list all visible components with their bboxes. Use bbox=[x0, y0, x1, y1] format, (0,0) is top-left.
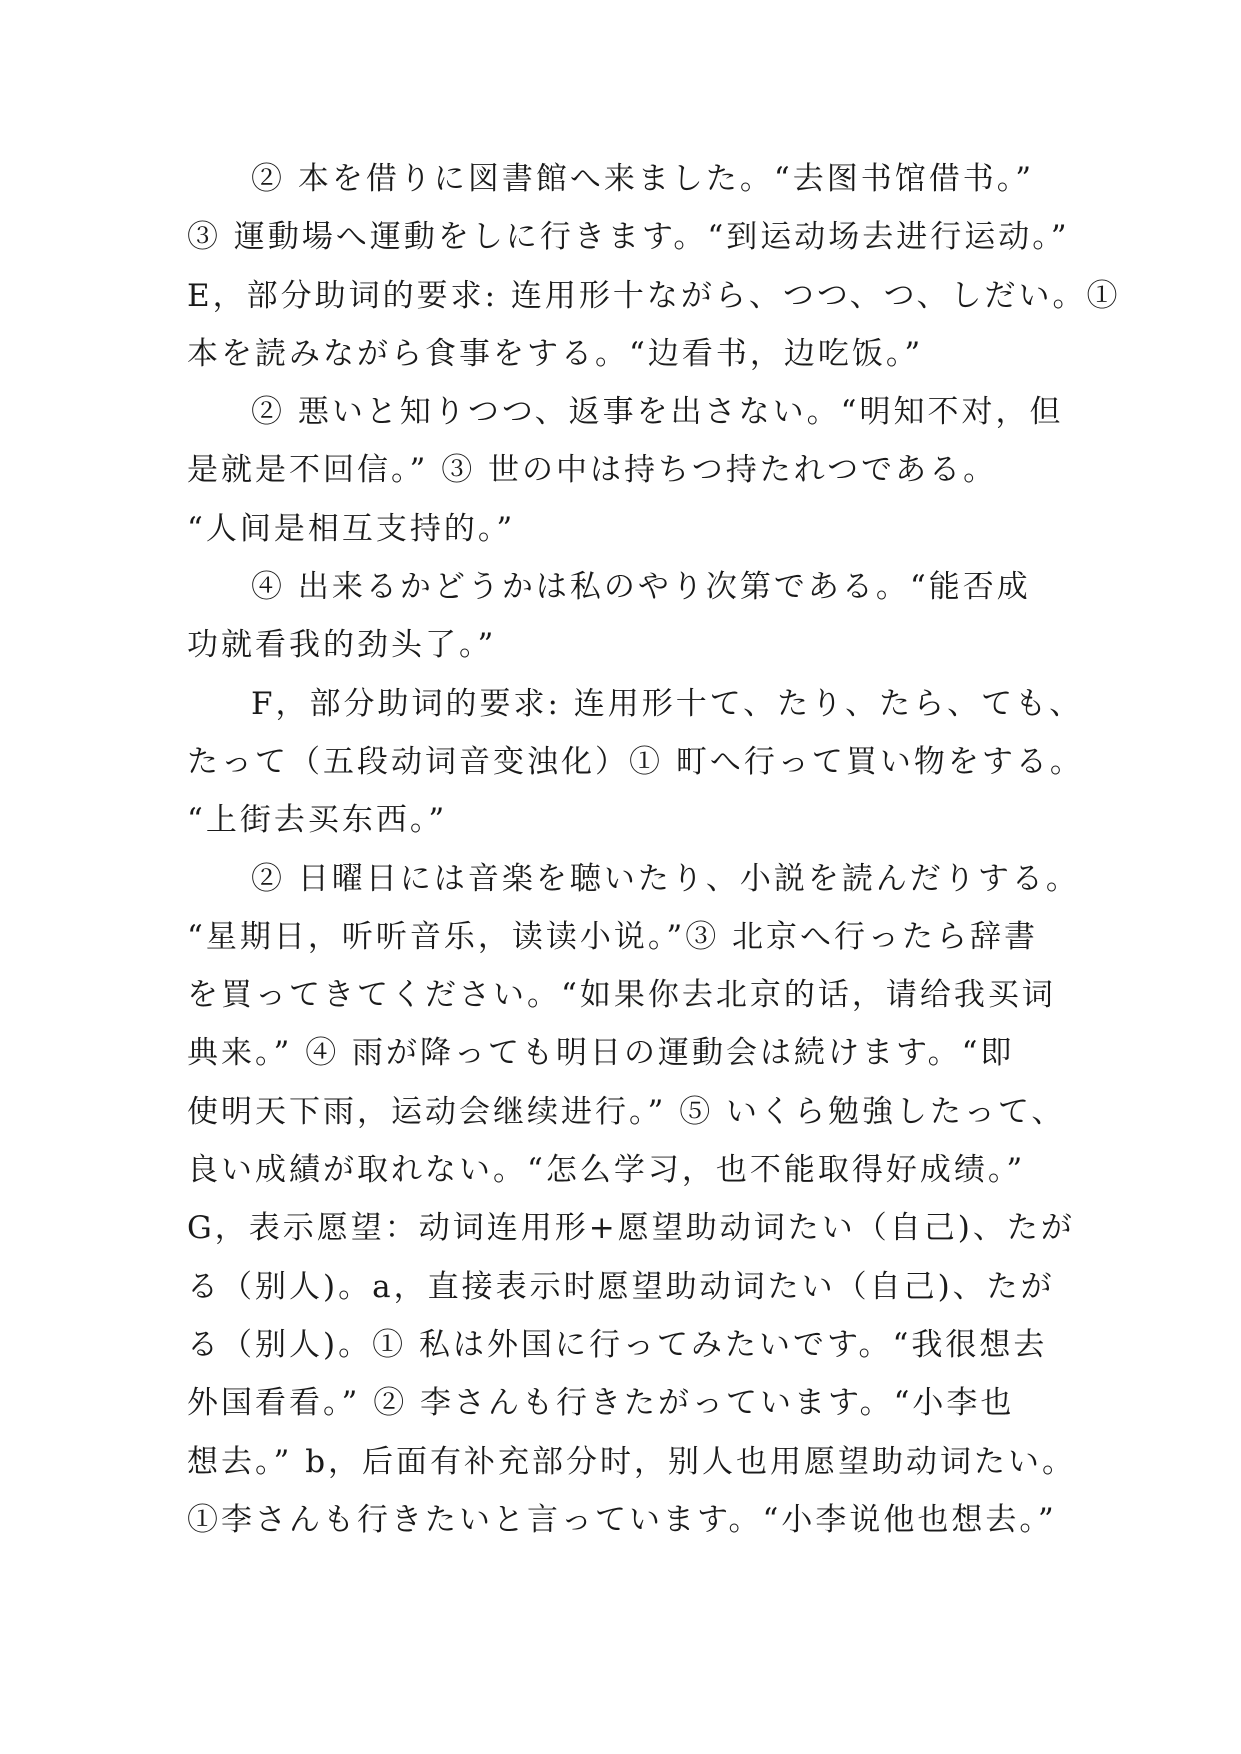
text-line: 是就是不回信。” ③ 世の中は持ちつ持たれつである。 bbox=[187, 452, 998, 489]
text-line: 使明天下雨，运动会继续进行。” ⑤ いくら勉強したって、 bbox=[187, 1093, 1066, 1130]
text-line: ①李さんも行きたいと言っています。“小李说他也想去。” bbox=[187, 1501, 1057, 1538]
text-line: ② 日曜日には音楽を聴いたり、小説を読んだりする。 bbox=[251, 860, 1080, 897]
text-line: “人间是相互支持的。” bbox=[187, 510, 516, 547]
text-line: る（别人)。① 私は外国に行ってみたいです。“我很想去 bbox=[187, 1326, 1048, 1363]
text-line: ③ 運動場へ運動をしに行きます。“到运动场去进行运动。” bbox=[187, 219, 1070, 256]
text-line: 本を読みながら食事をする。“边看书，边吃饭。” bbox=[187, 335, 924, 372]
text-line: 良い成績が取れない。“怎么学习，也不能取得好成绩。” bbox=[187, 1152, 1026, 1189]
text-line: ② 本を借りに図書館へ来ました。“去图书馆借书。” bbox=[251, 161, 1035, 197]
text-line: F，部分助词的要求: 连用形十て、たり、たら、ても、 bbox=[251, 685, 1084, 722]
text-line: “星期日，听听音乐，读读小说。”③ 北京へ行ったら辞書 bbox=[187, 918, 1039, 955]
text-line: 想去。” b，后面有补充部分时，别人也用愿望助动词たい。 bbox=[187, 1443, 1077, 1480]
text-line: ④ 出来るかどうかは私のやり次第である。“能否成 bbox=[251, 569, 1031, 606]
body-text bbox=[187, 150, 1121, 1549]
text-line: を買ってきてください。“如果你去北京的话，请给我买词 bbox=[187, 977, 1056, 1014]
text-line: ② 悪いと知りつつ、返事を出さない。“明知不对，但 bbox=[251, 394, 1064, 431]
text-line: 功就看我的劲头了。” bbox=[187, 627, 497, 664]
text-line: 外国看看。” ② 李さんも行きたがっています。“小李也 bbox=[187, 1385, 1015, 1422]
text-line: 典来。” ④ 雨が降っても明日の運動会は続けます。“即 bbox=[187, 1035, 1015, 1072]
text-line: “上街去买东西。” bbox=[187, 802, 448, 839]
text-line: G，表示愿望：动词连用形+愿望助动词たい（自己)、たが bbox=[187, 1210, 1075, 1247]
text-line: たって（五段动词音变浊化）① 町へ行って買い物をする。 bbox=[187, 743, 1084, 780]
text-line: る（别人)。a，直接表示时愿望助动词たい（自己)、たが bbox=[187, 1268, 1055, 1305]
text-line: E，部分助词的要求: 连用形十ながら、つつ、つ、しだい。① bbox=[187, 277, 1121, 314]
